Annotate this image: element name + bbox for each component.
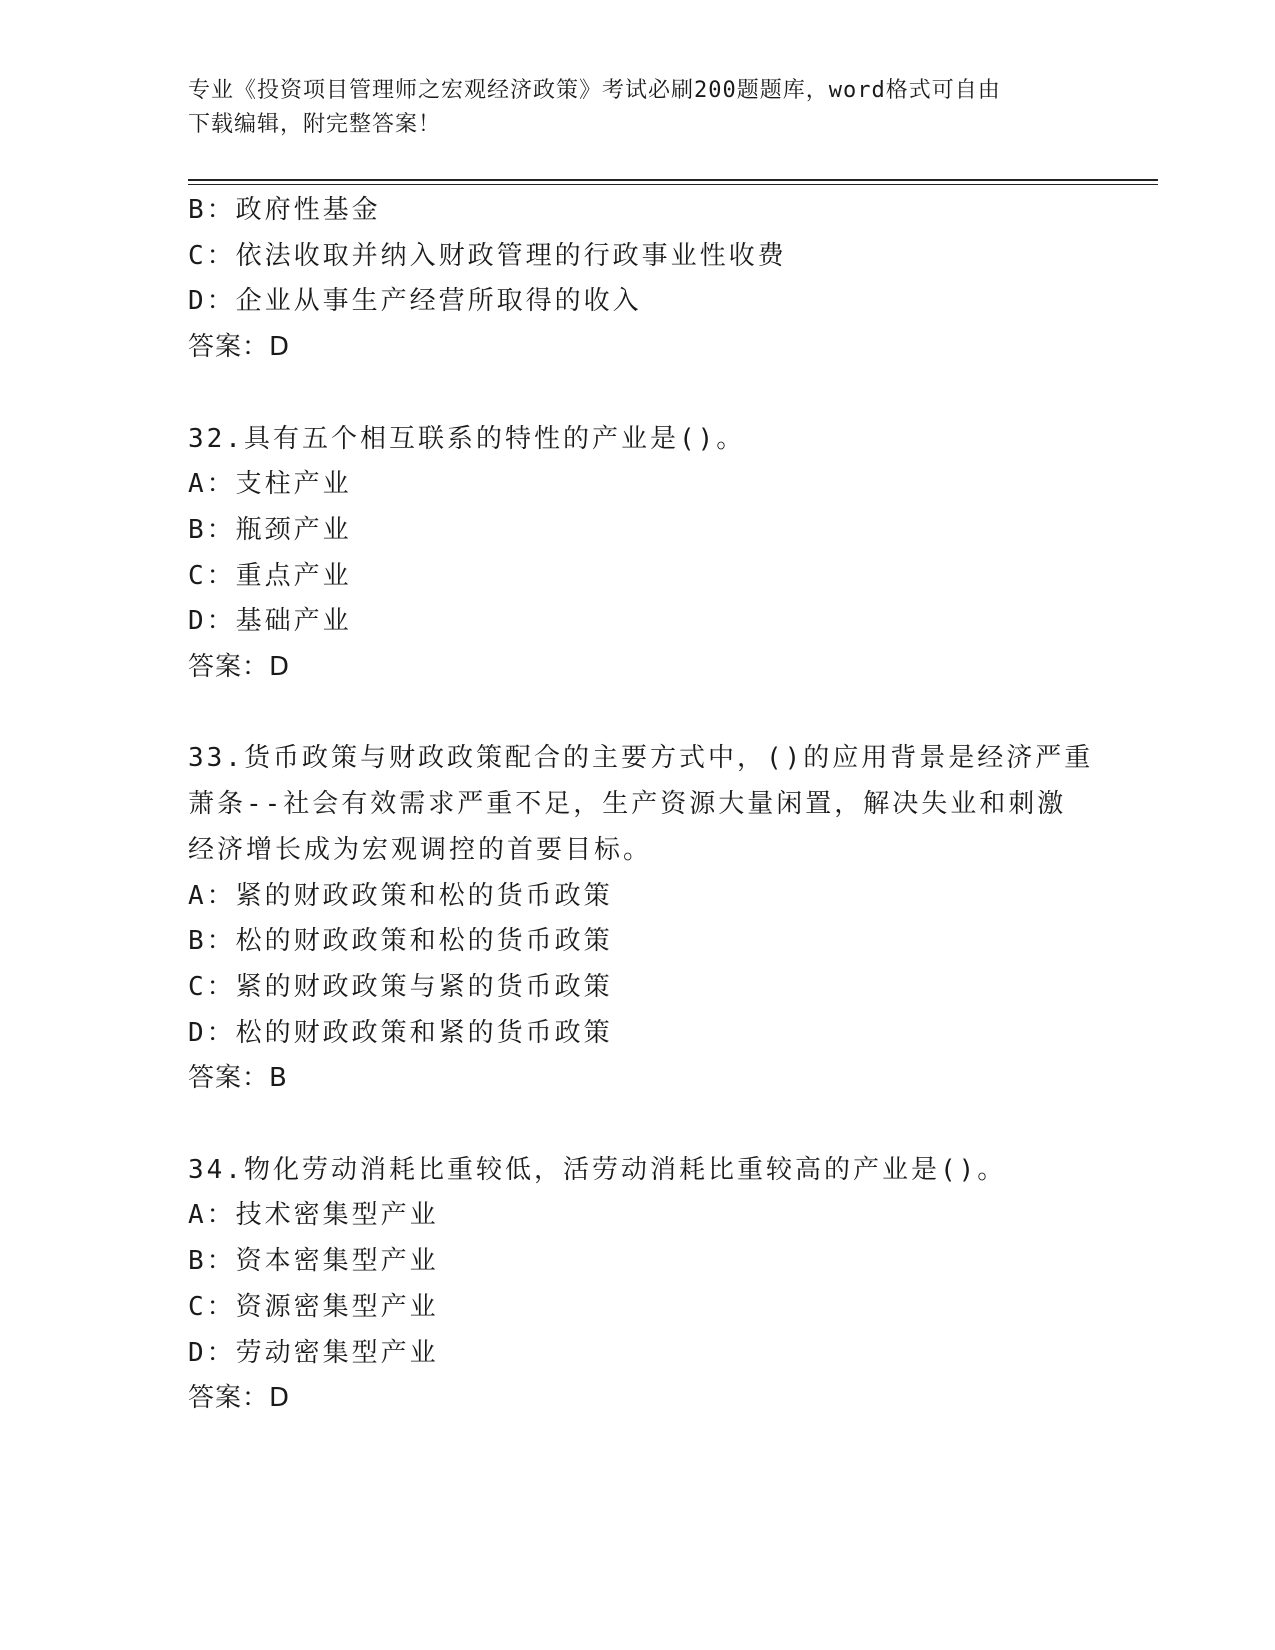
option-b: B：资本密集型产业 xyxy=(188,1246,439,1277)
option-a: A：支柱产业 xyxy=(188,469,352,500)
option-b: B：政府性基金 xyxy=(188,195,381,225)
option-c: C：资源密集型产业 xyxy=(188,1291,439,1322)
answer-line: 答案：D xyxy=(188,332,291,363)
document-header xyxy=(188,74,1088,142)
option-a: A：紧的财政政策和松的货币政策 xyxy=(188,880,613,911)
answer-line: 答案：D xyxy=(188,652,291,683)
spacer xyxy=(188,691,1148,737)
answer-line: 答案：D xyxy=(188,1383,291,1414)
option-b: B：瓶颈产业 xyxy=(188,514,352,545)
header-divider-thick xyxy=(188,179,1158,181)
option-a: A：技术密集型产业 xyxy=(188,1200,439,1231)
spacer xyxy=(188,1102,1148,1148)
option-d: D：松的财政政策和紧的货币政策 xyxy=(188,1017,613,1048)
question-stem: 33.货币政策与财政政策配合的主要方式中，()的应用背景是经济严重 xyxy=(188,743,1094,774)
option-d: D：企业从事生产经营所取得的收入 xyxy=(188,286,642,317)
spacer xyxy=(188,371,1148,417)
option-c: C：紧的财政政策与紧的货币政策 xyxy=(188,971,613,1002)
answer-line: 答案：B xyxy=(188,1063,288,1094)
question-stem-continued: 经济增长成为宏观调控的首要目标。 xyxy=(188,834,653,865)
question-stem-continued: 萧条--社会有效需求严重不足，生产资源大量闲置，解决失业和刺激 xyxy=(188,789,1067,820)
header-divider-thin xyxy=(188,184,1158,185)
option-b: B：松的财政政策和松的货币政策 xyxy=(188,926,613,957)
header-line-1: 专业《投资项目管理师之宏观经济政策》考试必刷200题题库，word格式可自由 xyxy=(188,78,1001,103)
header-line-2: 下载编辑，附完整答案！ xyxy=(188,112,442,137)
option-d: D：基础产业 xyxy=(188,606,352,637)
option-c: C：依法收取并纳入财政管理的行政事业性收费 xyxy=(188,240,787,271)
question-stem: 34.物化劳动消耗比重较低，活劳动消耗比重较高的产业是()。 xyxy=(188,1154,1007,1185)
option-c: C：重点产业 xyxy=(188,560,352,591)
option-d: D：劳动密集型产业 xyxy=(188,1337,439,1368)
question-stem: 32.具有五个相互联系的特性的产业是()。 xyxy=(188,423,746,454)
question-list xyxy=(188,188,1148,1422)
